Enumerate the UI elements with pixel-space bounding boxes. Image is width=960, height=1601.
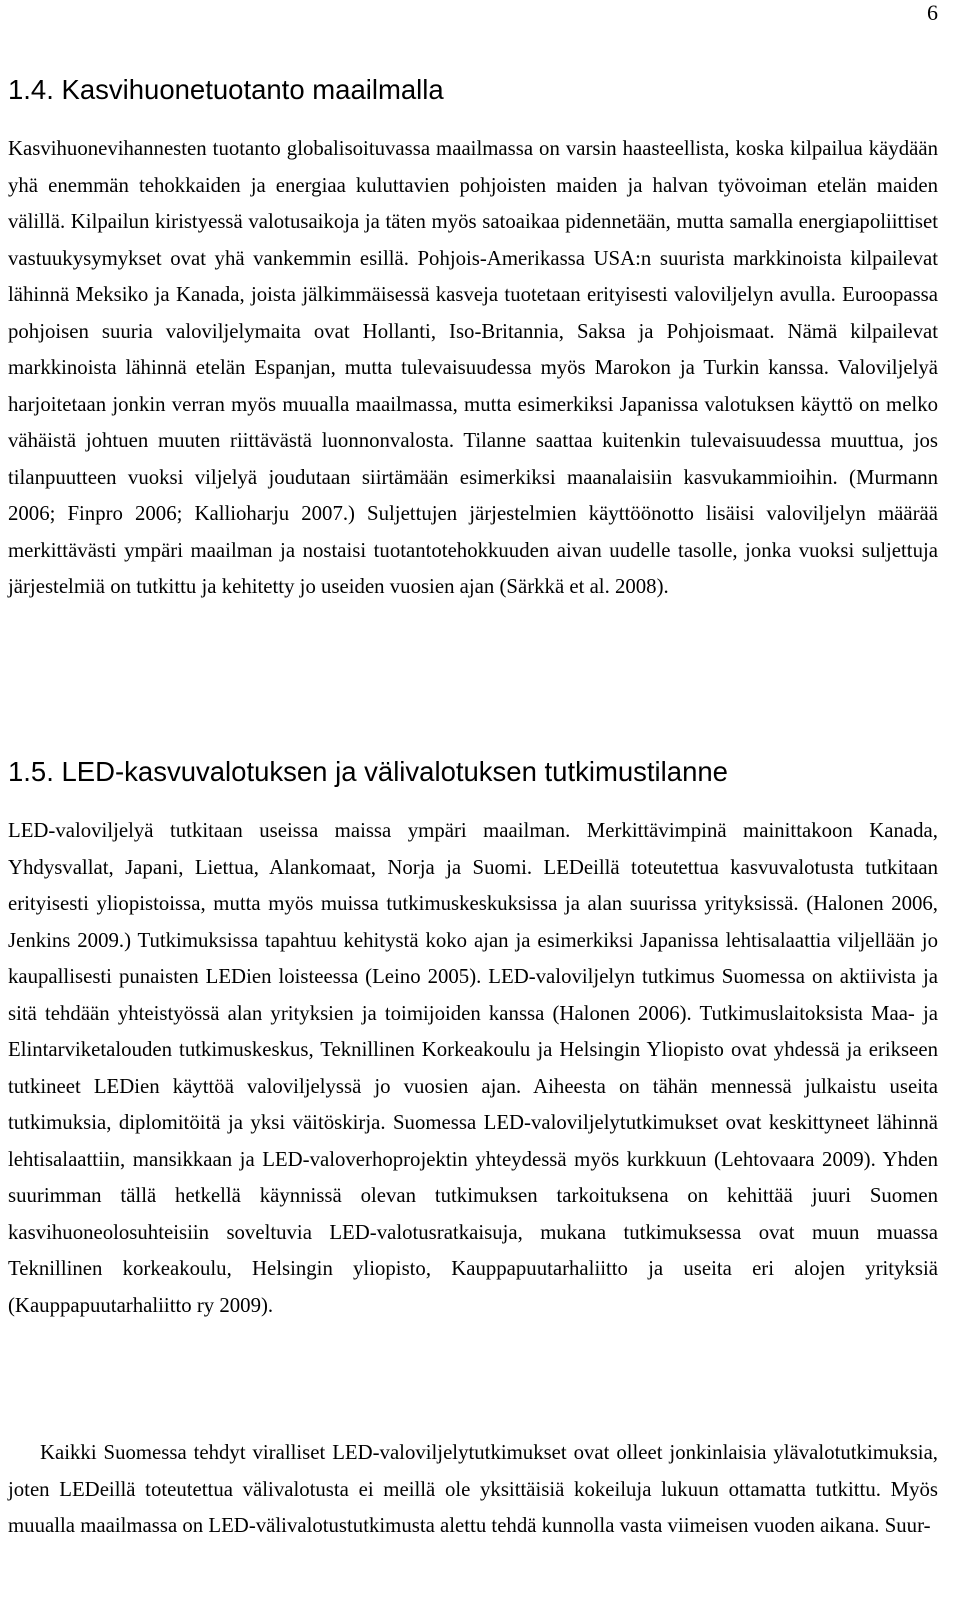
body-paragraph: Kaikki Suomessa tehdyt viralliset LED-valoviljelytutkimukset ovat olleet jonkinlaisia ylävalotutkimuksia, joten LEDeillä toteutettua välivalotusta ei meillä ole yksittäisiä kokeiluja lukuun ottamatta tutkittu. Myös muualla maailmassa on LED-välivalotustutkimusta alettu tehdä kunnolla vasta viimeisen vuoden aikana. Suur- [8,1441,938,1537]
page-number: 6 [927,0,938,25]
section-heading-1-5: 1.5. LED-kasvuvalotuksen ja välivalotuksen tutkimustilanne [8,756,728,787]
body-paragraph: Kasvihuonevihannesten tuotanto globalisoituvassa maailmassa on varsin haasteellista, koska kilpailua käydään yhä enemmän tehokkaiden ja energiaa kuluttavien pohjoisten maiden ja halvan työvoiman etelän maiden välillä. Kilpailun kiristyessä valotusaikoja ja täten myös satoaikaa pidennetään, mutta samalla energiapoliittiset vastuukysymykset ovat yhä vankemmin esillä. Pohjois-Amerikassa USA:n suurista markkinoista kilpailevat lähinnä Meksiko ja Kanada, joista jälkimmäisessä kasveja tuotetaan erityisesti valoviljelyn avulla. Euroopassa pohjoisen suuria valoviljelymaita ovat Hollanti, Iso-Britannia, Saksa ja Pohjoismaat. Nämä kilpailevat markkinoista lähinnä etelän Espanjan, mutta tulevaisuudessa myös Marokon ja Turkin kanssa. Valoviljelyä harjoitetaan jonkin verran myös muualla maailmassa, mutta esimerkiksi Japanissa valotuksen käyttö on melko vähäistä johtuen muuten riittävästä luonnonvalosta. Tilanne saattaa kuitenkin tulevaisuudessa muuttua, jos tilanpuutteen vuoksi viljelyä joudutaan siirtämään esimerkiksi maanalaisiin kasvukammioihin. (Murmann 2006; Finpro 2006; Kallioharju 2007.) Suljettujen järjestelmien käyttöönotto lisäisi valoviljelyn määrää merkittävästi ympäri maailman ja nostaisi tuotantotehokkuuden aivan uudelle tasolle, jonka vuoksi suljettuja järjestelmiä on tutkittu ja kehitetty jo useiden vuosien ajan (Särkkä et al. 2008). [8,137,938,598]
body-paragraph: LED-valoviljelyä tutkitaan useissa maissa ympäri maailman. Merkittävimpinä mainittakoon Kanada, Yhdysvallat, Japani, Liettua, Alankomaat, Norja ja Suomi. LEDeillä toteutettua kasvuvalotusta tutkitaan erityisesti yliopistoissa, mutta myös muissa tutkimuskeskuksissa ja alan suurissa yrityksissä. (Halonen 2006, Jenkins 2009.) Tutkimuksissa tapahtuu kehitystä koko ajan ja esimerkiksi Japanissa lehtisalaattia viljellään jo kaupallisesti punaisten LEDien loisteessa (Leino 2005). LED-valoviljelyn tutkimus Suomessa on aktiivista ja sitä tehdään yhteistyössä alan yrityksien ja toimijoiden kanssa (Halonen 2006). Tutkimuslaitoksista Maa- ja Elintarviketalouden tutkimuskeskus, Teknillinen Korkeakoulu ja Helsingin Yliopisto ovat yhdessä ja erikseen tutkineet LEDien käyttöä valoviljelyssä jo vuosien ajan. Aiheesta on tähän mennessä julkaistu useita tutkimuksia, diplomitöitä ja yksi väitöskirja. Suomessa LED-valoviljelytutkimukset ovat keskittyneet lähinnä lehtisalaattiin, mansikkaan ja LED-valoverhoprojektin yhteydessä myös kurkkuun (Lehtovaara 2009). Yhden suurimman tällä hetkellä käynnissä olevan tutkimuksen tarkoituksena on kehittää juuri Suomen kasvihuoneolosuhteisiin soveltuvia LED-valotusratkaisuja, mukana tutkimuksessa ovat muun muassa Teknillinen korkeakoulu, Helsingin yliopisto, Kauppapuutarhaliitto ja useita eri alojen yrityksiä (Kauppapuutarhaliitto ry 2009). [8,819,938,1317]
section-heading-1-4: 1.4. Kasvihuonetuotanto maailmalla [8,74,444,105]
